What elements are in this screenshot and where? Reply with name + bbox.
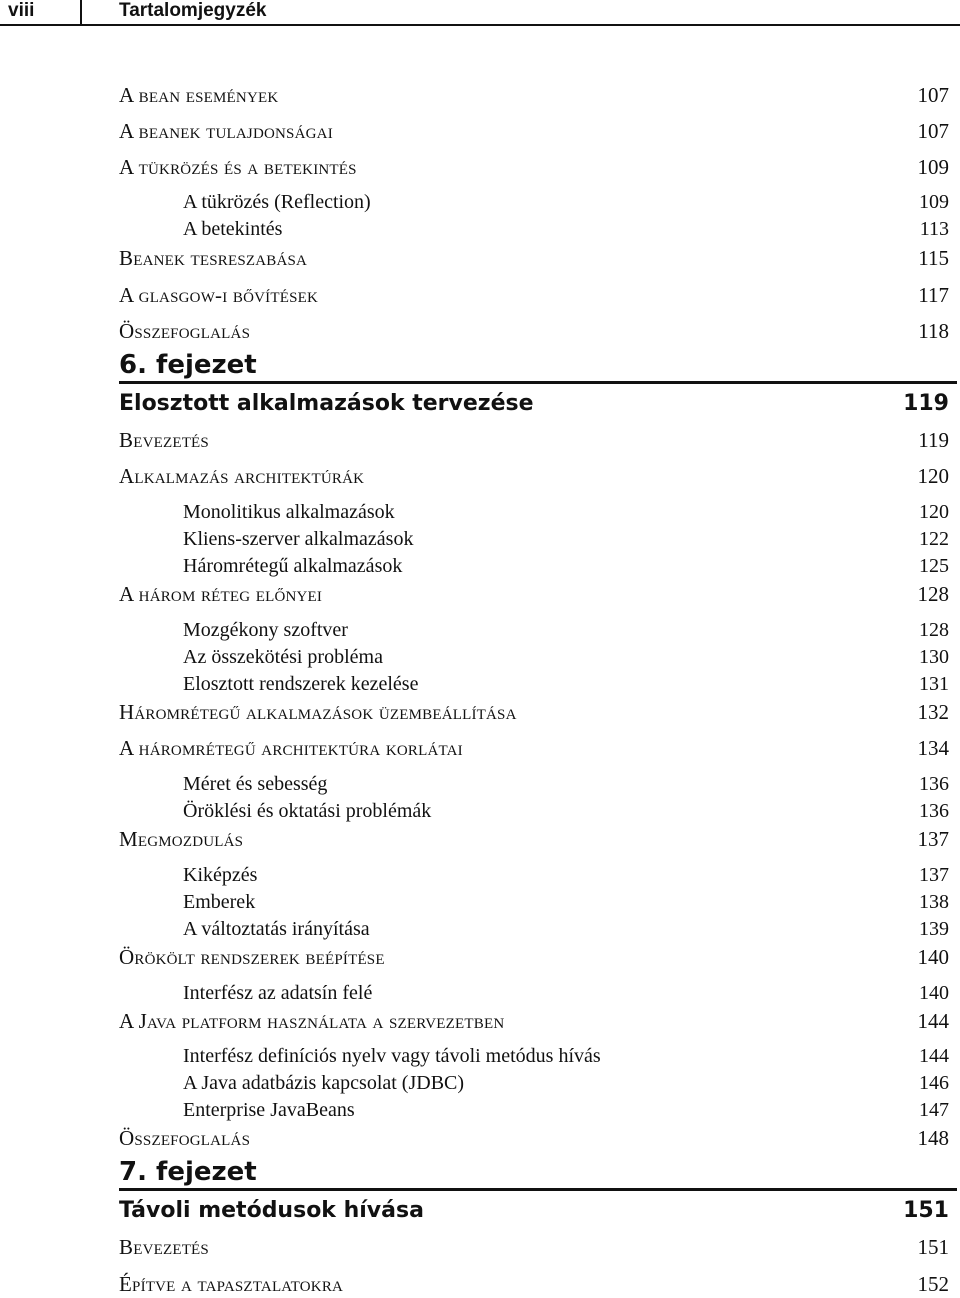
toc-entry-title: Interfész definíciós nyelv vagy távoli metódus hívás bbox=[183, 1045, 601, 1067]
toc-entry-title: Bevezetés bbox=[119, 1235, 209, 1259]
toc-entry-page-number: 107 bbox=[917, 119, 949, 143]
toc-entry-page-number: 137 bbox=[917, 827, 949, 851]
toc-entry-title: Öröklési és oktatási problémák bbox=[183, 800, 432, 822]
toc-entry-page-number: 118 bbox=[918, 319, 949, 343]
toc-entry-title: A tükrözés és a betekintés bbox=[119, 155, 357, 179]
toc-subentry bbox=[119, 498, 949, 526]
toc-section-entry bbox=[119, 1270, 949, 1298]
toc-subentry bbox=[119, 915, 949, 943]
toc-subentry bbox=[119, 1042, 949, 1070]
toc-entry-title: Alkalmazás architektúrák bbox=[119, 464, 365, 488]
toc-entry-title: Beanek tesreszabása bbox=[119, 246, 308, 270]
toc-entry-page-number: 138 bbox=[919, 891, 949, 913]
toc-section-entry bbox=[119, 580, 949, 608]
toc-entry-page-number: 134 bbox=[917, 736, 949, 760]
toc-entry-title: Monolitikus alkalmazások bbox=[183, 501, 395, 523]
toc-entry-title: Összefoglalás bbox=[119, 319, 251, 343]
toc-entry-title: A glasgow-i bővítések bbox=[119, 283, 319, 307]
toc-entry-title: A beanek tulajdonságai bbox=[119, 119, 333, 143]
toc-entry-title: Távoli metódusok hívása bbox=[119, 1198, 424, 1223]
toc-entry-title: Háromrétegű alkalmazások bbox=[183, 555, 403, 577]
toc-entry-title: Örökölt rendszerek beépítése bbox=[119, 945, 385, 969]
toc-entry-title: Megmozdulás bbox=[119, 827, 244, 851]
toc-entry-title: Méret és sebesség bbox=[183, 773, 328, 795]
toc-entry-page-number: 117 bbox=[918, 283, 949, 307]
toc-entry-title: Elosztott alkalmazások tervezése bbox=[119, 391, 534, 416]
toc-entry-page-number: 147 bbox=[919, 1099, 949, 1121]
toc-subentry bbox=[119, 861, 949, 889]
toc-entry-page-number: 139 bbox=[919, 918, 949, 940]
toc-entry-page-number: 125 bbox=[919, 555, 949, 577]
toc-section-entry bbox=[119, 426, 949, 454]
toc-entry-page-number: 140 bbox=[919, 982, 949, 1004]
toc-section-entry bbox=[119, 734, 949, 762]
toc-subentry bbox=[119, 552, 949, 580]
toc-entry-page-number: 136 bbox=[919, 773, 949, 795]
toc-subentry bbox=[119, 643, 949, 671]
toc-entry-title: Kliens-szerver alkalmazások bbox=[183, 528, 414, 550]
toc-entry-title: A bean események bbox=[119, 83, 279, 107]
toc-entry-title: Mozgékony szoftver bbox=[183, 619, 348, 641]
toc-entry-page-number: 131 bbox=[919, 673, 949, 695]
toc-entry-title: Enterprise JavaBeans bbox=[183, 1099, 355, 1121]
toc-section-entry bbox=[119, 153, 949, 181]
toc-entry-page-number: 119 bbox=[918, 428, 949, 452]
toc-subentry bbox=[119, 215, 949, 243]
toc-entry-title: Bevezetés bbox=[119, 428, 209, 452]
toc-section-entry bbox=[119, 317, 949, 345]
toc-section-entry bbox=[119, 698, 949, 726]
toc-section-entry bbox=[119, 244, 949, 272]
toc-entry-title: Interfész az adatsín felé bbox=[183, 982, 373, 1004]
toc-subentry bbox=[119, 888, 949, 916]
toc-entry-page-number: 119 bbox=[903, 391, 949, 416]
toc-entry-title: A Java platform használata a szervezetben bbox=[119, 1009, 505, 1033]
toc-entry-page-number: 113 bbox=[919, 218, 949, 240]
toc-entry-title: Összefoglalás bbox=[119, 1126, 251, 1150]
page-number: viii bbox=[8, 0, 35, 21]
toc-entry-page-number: 132 bbox=[917, 700, 949, 724]
toc-entry-title: A Java adatbázis kapcsolat (JDBC) bbox=[183, 1072, 465, 1094]
chapter-number-heading: 6. fejezet bbox=[119, 349, 957, 384]
toc-entry-title: A változtatás irányítása bbox=[183, 918, 370, 940]
toc-entry-page-number: 128 bbox=[919, 619, 949, 641]
toc-section-entry bbox=[119, 462, 949, 490]
toc-entry-title: Elosztott rendszerek kezelése bbox=[183, 673, 419, 695]
toc-subentry bbox=[119, 616, 949, 644]
toc-entry-page-number: 137 bbox=[919, 864, 949, 886]
toc-entry-page-number: 146 bbox=[919, 1072, 949, 1094]
toc-entry-page-number: 107 bbox=[917, 83, 949, 107]
toc-subentry bbox=[119, 770, 949, 798]
toc-entry-title: Emberek bbox=[183, 891, 256, 913]
toc-subentry bbox=[119, 525, 949, 553]
toc-entry-page-number: 109 bbox=[917, 155, 949, 179]
toc-entry-page-number: 136 bbox=[919, 800, 949, 822]
toc-entry-page-number: 128 bbox=[917, 582, 949, 606]
toc-entry-page-number: 140 bbox=[917, 945, 949, 969]
toc-entry-title: A betekintés bbox=[183, 218, 283, 240]
toc-entry-page-number: 120 bbox=[917, 464, 949, 488]
toc-entry-page-number: 122 bbox=[919, 528, 949, 550]
toc-subentry bbox=[119, 979, 949, 1007]
toc-entry-page-number: 151 bbox=[903, 1198, 949, 1223]
running-head-title: Tartalomjegyzék bbox=[119, 0, 267, 21]
toc-entry-title: Háromrétegű alkalmazások üzembeállítása bbox=[119, 700, 517, 724]
toc-subentry bbox=[119, 188, 949, 216]
chapter-title-entry bbox=[119, 1197, 949, 1225]
toc-section-entry bbox=[119, 1124, 949, 1152]
toc-entry-title: Kiképzés bbox=[183, 864, 258, 886]
toc-subentry bbox=[119, 1096, 949, 1124]
toc-entry-page-number: 152 bbox=[917, 1272, 949, 1296]
toc-subentry bbox=[119, 670, 949, 698]
toc-subentry bbox=[119, 797, 949, 825]
toc-entry-page-number: 144 bbox=[917, 1009, 949, 1033]
toc-section-entry bbox=[119, 943, 949, 971]
toc-section-entry bbox=[119, 81, 949, 109]
toc-entry-title: Építve a tapasztalatokra bbox=[119, 1272, 344, 1296]
toc-section-entry bbox=[119, 1007, 949, 1035]
toc-section-entry bbox=[119, 281, 949, 309]
toc-section-entry bbox=[119, 1233, 949, 1261]
toc-entry-page-number: 120 bbox=[919, 501, 949, 523]
toc-entry-page-number: 109 bbox=[919, 191, 949, 213]
toc-entry-page-number: 130 bbox=[919, 646, 949, 668]
chapter-number-heading: 7. fejezet bbox=[119, 1156, 957, 1191]
toc-subentry bbox=[119, 1069, 949, 1097]
toc-entry-page-number: 148 bbox=[917, 1126, 949, 1150]
toc-entry-title: Az összekötési probléma bbox=[183, 646, 383, 668]
toc-section-entry bbox=[119, 825, 949, 853]
toc-entry-title: A három réteg előnyei bbox=[119, 582, 323, 606]
toc-entry-page-number: 151 bbox=[917, 1235, 949, 1259]
toc-entry-title: A háromrétegű architektúra korlátai bbox=[119, 736, 463, 760]
toc-section-entry bbox=[119, 117, 949, 145]
toc-entry-page-number: 115 bbox=[918, 246, 949, 270]
toc-entry-page-number: 144 bbox=[919, 1045, 949, 1067]
toc-entry-title: A tükrözés (Reflection) bbox=[183, 191, 371, 213]
chapter-title-entry bbox=[119, 390, 949, 418]
